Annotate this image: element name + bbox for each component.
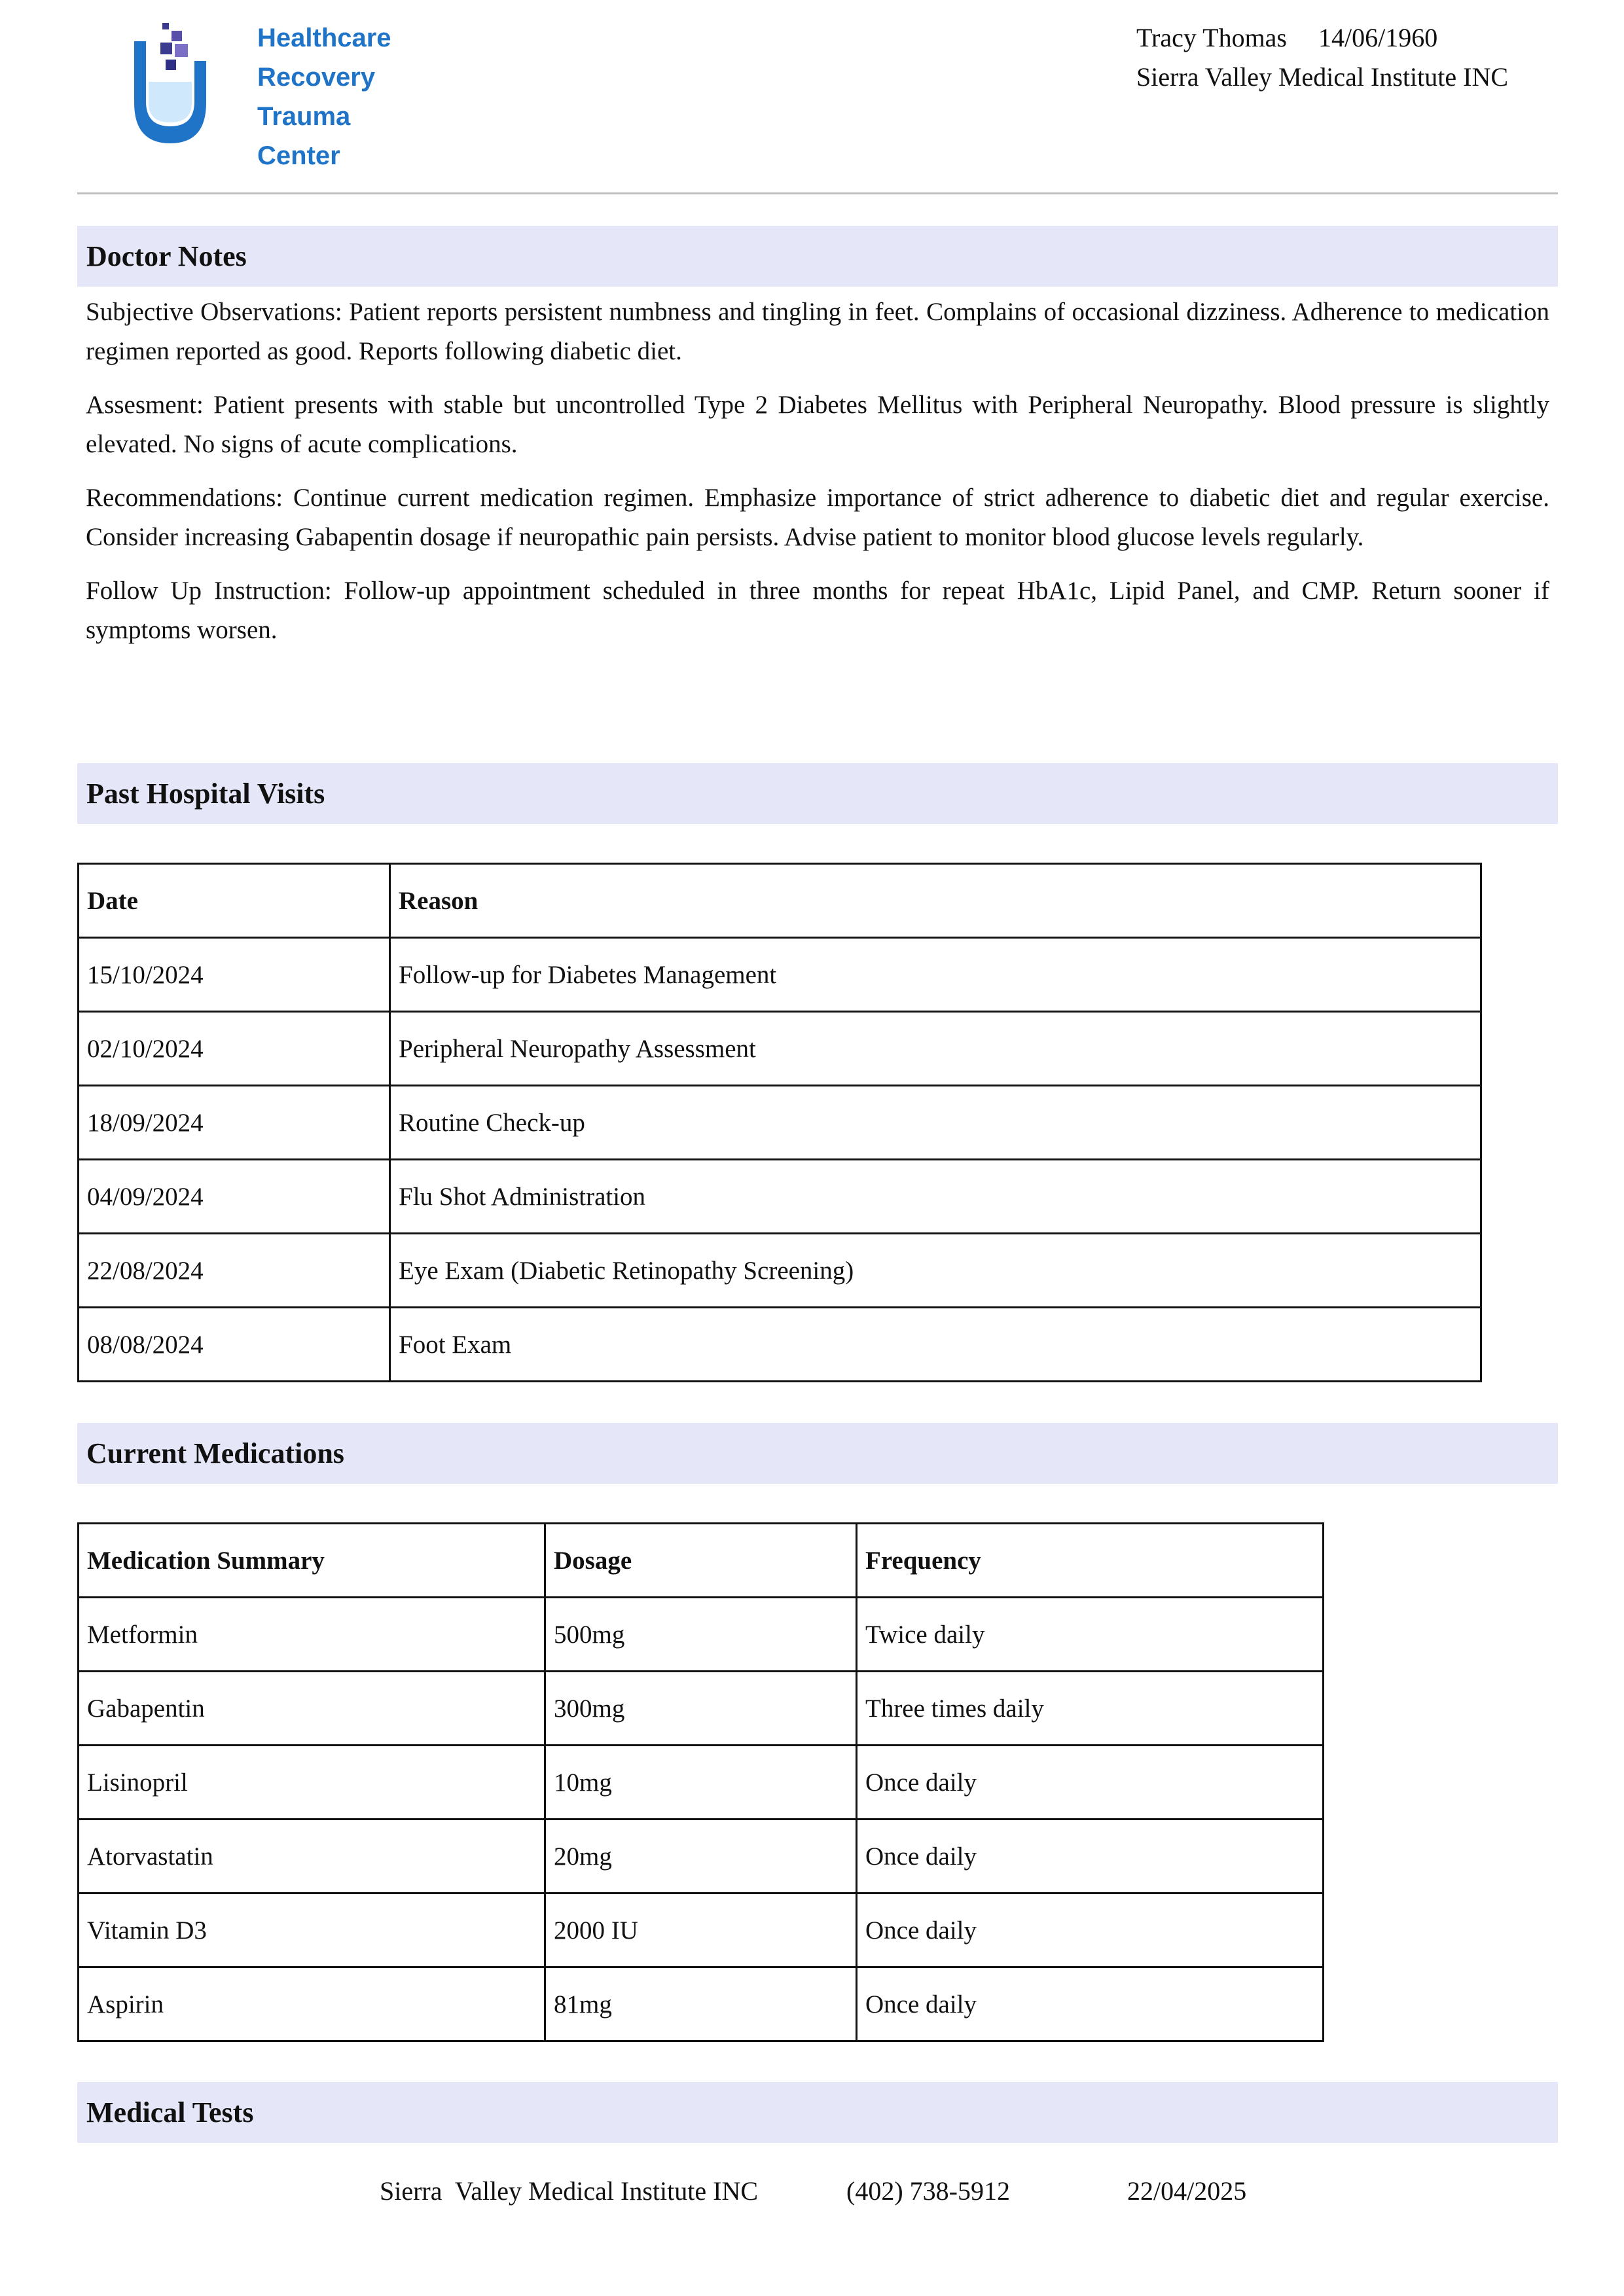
organization-name: [257, 18, 391, 175]
column-header: Date: [79, 864, 390, 938]
column-header: Frequency: [857, 1524, 1324, 1598]
medication-name: Aspirin: [79, 1967, 545, 2041]
current-medications-header: Current Medications: [77, 1423, 1558, 1484]
visit-date: 15/10/2024: [79, 938, 390, 1012]
medication-dosage: 300mg: [545, 1672, 857, 1746]
medications-table: [77, 1522, 1324, 2042]
medication-dosage: 20mg: [545, 1820, 857, 1893]
medication-frequency: Once daily: [857, 1820, 1324, 1893]
table-row: [79, 1598, 1324, 1672]
follow-up-instruction: Follow Up Instruction: Follow-up appointment scheduled in three months for repeat HbA1c, Lipid Panel, and CMP. Return sooner if symptoms worsen.: [86, 577, 1549, 644]
visit-date: 18/09/2024: [79, 1086, 390, 1160]
table-row: [79, 1012, 1481, 1086]
medication-frequency: Three times daily: [857, 1672, 1324, 1746]
assessment: Assesment: Patient presents with stable but uncontrolled Type 2 Diabetes Mellitus with Peripheral Neuropathy. Blood pressure is slightly elevated. No signs of acute complications.: [86, 391, 1549, 458]
column-header: Dosage: [545, 1524, 857, 1598]
table-row: [79, 1086, 1481, 1160]
header-divider: [77, 192, 1558, 194]
medication-dosage: 10mg: [545, 1746, 857, 1820]
table-header-row: [79, 1524, 1324, 1598]
medical-tests-header: Medical Tests: [77, 2082, 1558, 2143]
footer-phone: (402) 738-5912: [846, 2176, 1010, 2206]
footer-institution: Sierra Valley Medical Institute INC: [380, 2176, 759, 2206]
table-row: [79, 1308, 1481, 1382]
recommendations: Recommendations: Continue current medication regimen. Emphasize importance of strict adherence to diabetic diet and regular exercise. Consider increasing Gabapentin dosage if neuropathic pain persists. Advise patient to monitor blood glucose levels regularly.: [86, 484, 1549, 551]
past-visits-header: Past Hospital Visits: [77, 763, 1558, 824]
patient-name: Tracy Thomas: [1136, 23, 1287, 52]
medication-frequency: Twice daily: [857, 1598, 1324, 1672]
visit-reason: Flu Shot Administration: [390, 1160, 1481, 1234]
visit-date: 02/10/2024: [79, 1012, 390, 1086]
medication-name: Gabapentin: [79, 1672, 545, 1746]
subjective-observations: Subjective Observations: Patient reports persistent numbness and tingling in feet. Complains of occasional dizziness. Adherence to medication regimen reported as good. Reports following diabetic diet.: [86, 298, 1549, 365]
table-row: [79, 1893, 1324, 1967]
table-header-row: [79, 864, 1481, 938]
medication-frequency: Once daily: [857, 1746, 1324, 1820]
visit-reason: Foot Exam: [390, 1308, 1481, 1382]
visit-date: 22/08/2024: [79, 1234, 390, 1308]
table-row: [79, 1746, 1324, 1820]
doctor-notes-body: [86, 293, 1549, 664]
medication-name: Lisinopril: [79, 1746, 545, 1820]
table-row: [79, 1820, 1324, 1893]
table-row: [79, 1672, 1324, 1746]
visit-date: 08/08/2024: [79, 1308, 390, 1382]
visit-reason: Eye Exam (Diabetic Retinopathy Screening): [390, 1234, 1481, 1308]
patient-dob: 14/06/1960: [1318, 23, 1438, 52]
hospital-logo-icon: [134, 23, 206, 144]
medication-dosage: 81mg: [545, 1967, 857, 2041]
logo-line-2: Recovery: [257, 63, 376, 92]
visit-reason: Follow-up for Diabetes Management: [390, 938, 1481, 1012]
visit-date: 04/09/2024: [79, 1160, 390, 1234]
table-row: [79, 938, 1481, 1012]
medication-frequency: Once daily: [857, 1893, 1324, 1967]
table-row: [79, 1234, 1481, 1308]
table-row: [79, 1967, 1324, 2041]
column-header: Medication Summary: [79, 1524, 545, 1598]
column-header: Reason: [390, 864, 1481, 938]
medication-dosage: 500mg: [545, 1598, 857, 1672]
table-row: [79, 1160, 1481, 1234]
past-visits-table: [77, 863, 1482, 1382]
medication-frequency: Once daily: [857, 1967, 1324, 2041]
medication-name: Vitamin D3: [79, 1893, 545, 1967]
doctor-notes-header: Doctor Notes: [77, 226, 1558, 287]
medication-dosage: 2000 IU: [545, 1893, 857, 1967]
medication-name: Atorvastatin: [79, 1820, 545, 1893]
logo-line-1: Healthcare: [257, 24, 391, 52]
logo-line-3: Trauma: [257, 102, 351, 131]
visit-reason: Peripheral Neuropathy Assessment: [390, 1012, 1481, 1086]
patient-institution: Sierra Valley Medical Institute INC: [1136, 62, 1509, 92]
footer-date: 22/04/2025: [1127, 2176, 1247, 2206]
patient-header: [1136, 18, 1508, 97]
logo-line-4: Center: [257, 141, 340, 170]
medication-name: Metformin: [79, 1598, 545, 1672]
visit-reason: Routine Check-up: [390, 1086, 1481, 1160]
